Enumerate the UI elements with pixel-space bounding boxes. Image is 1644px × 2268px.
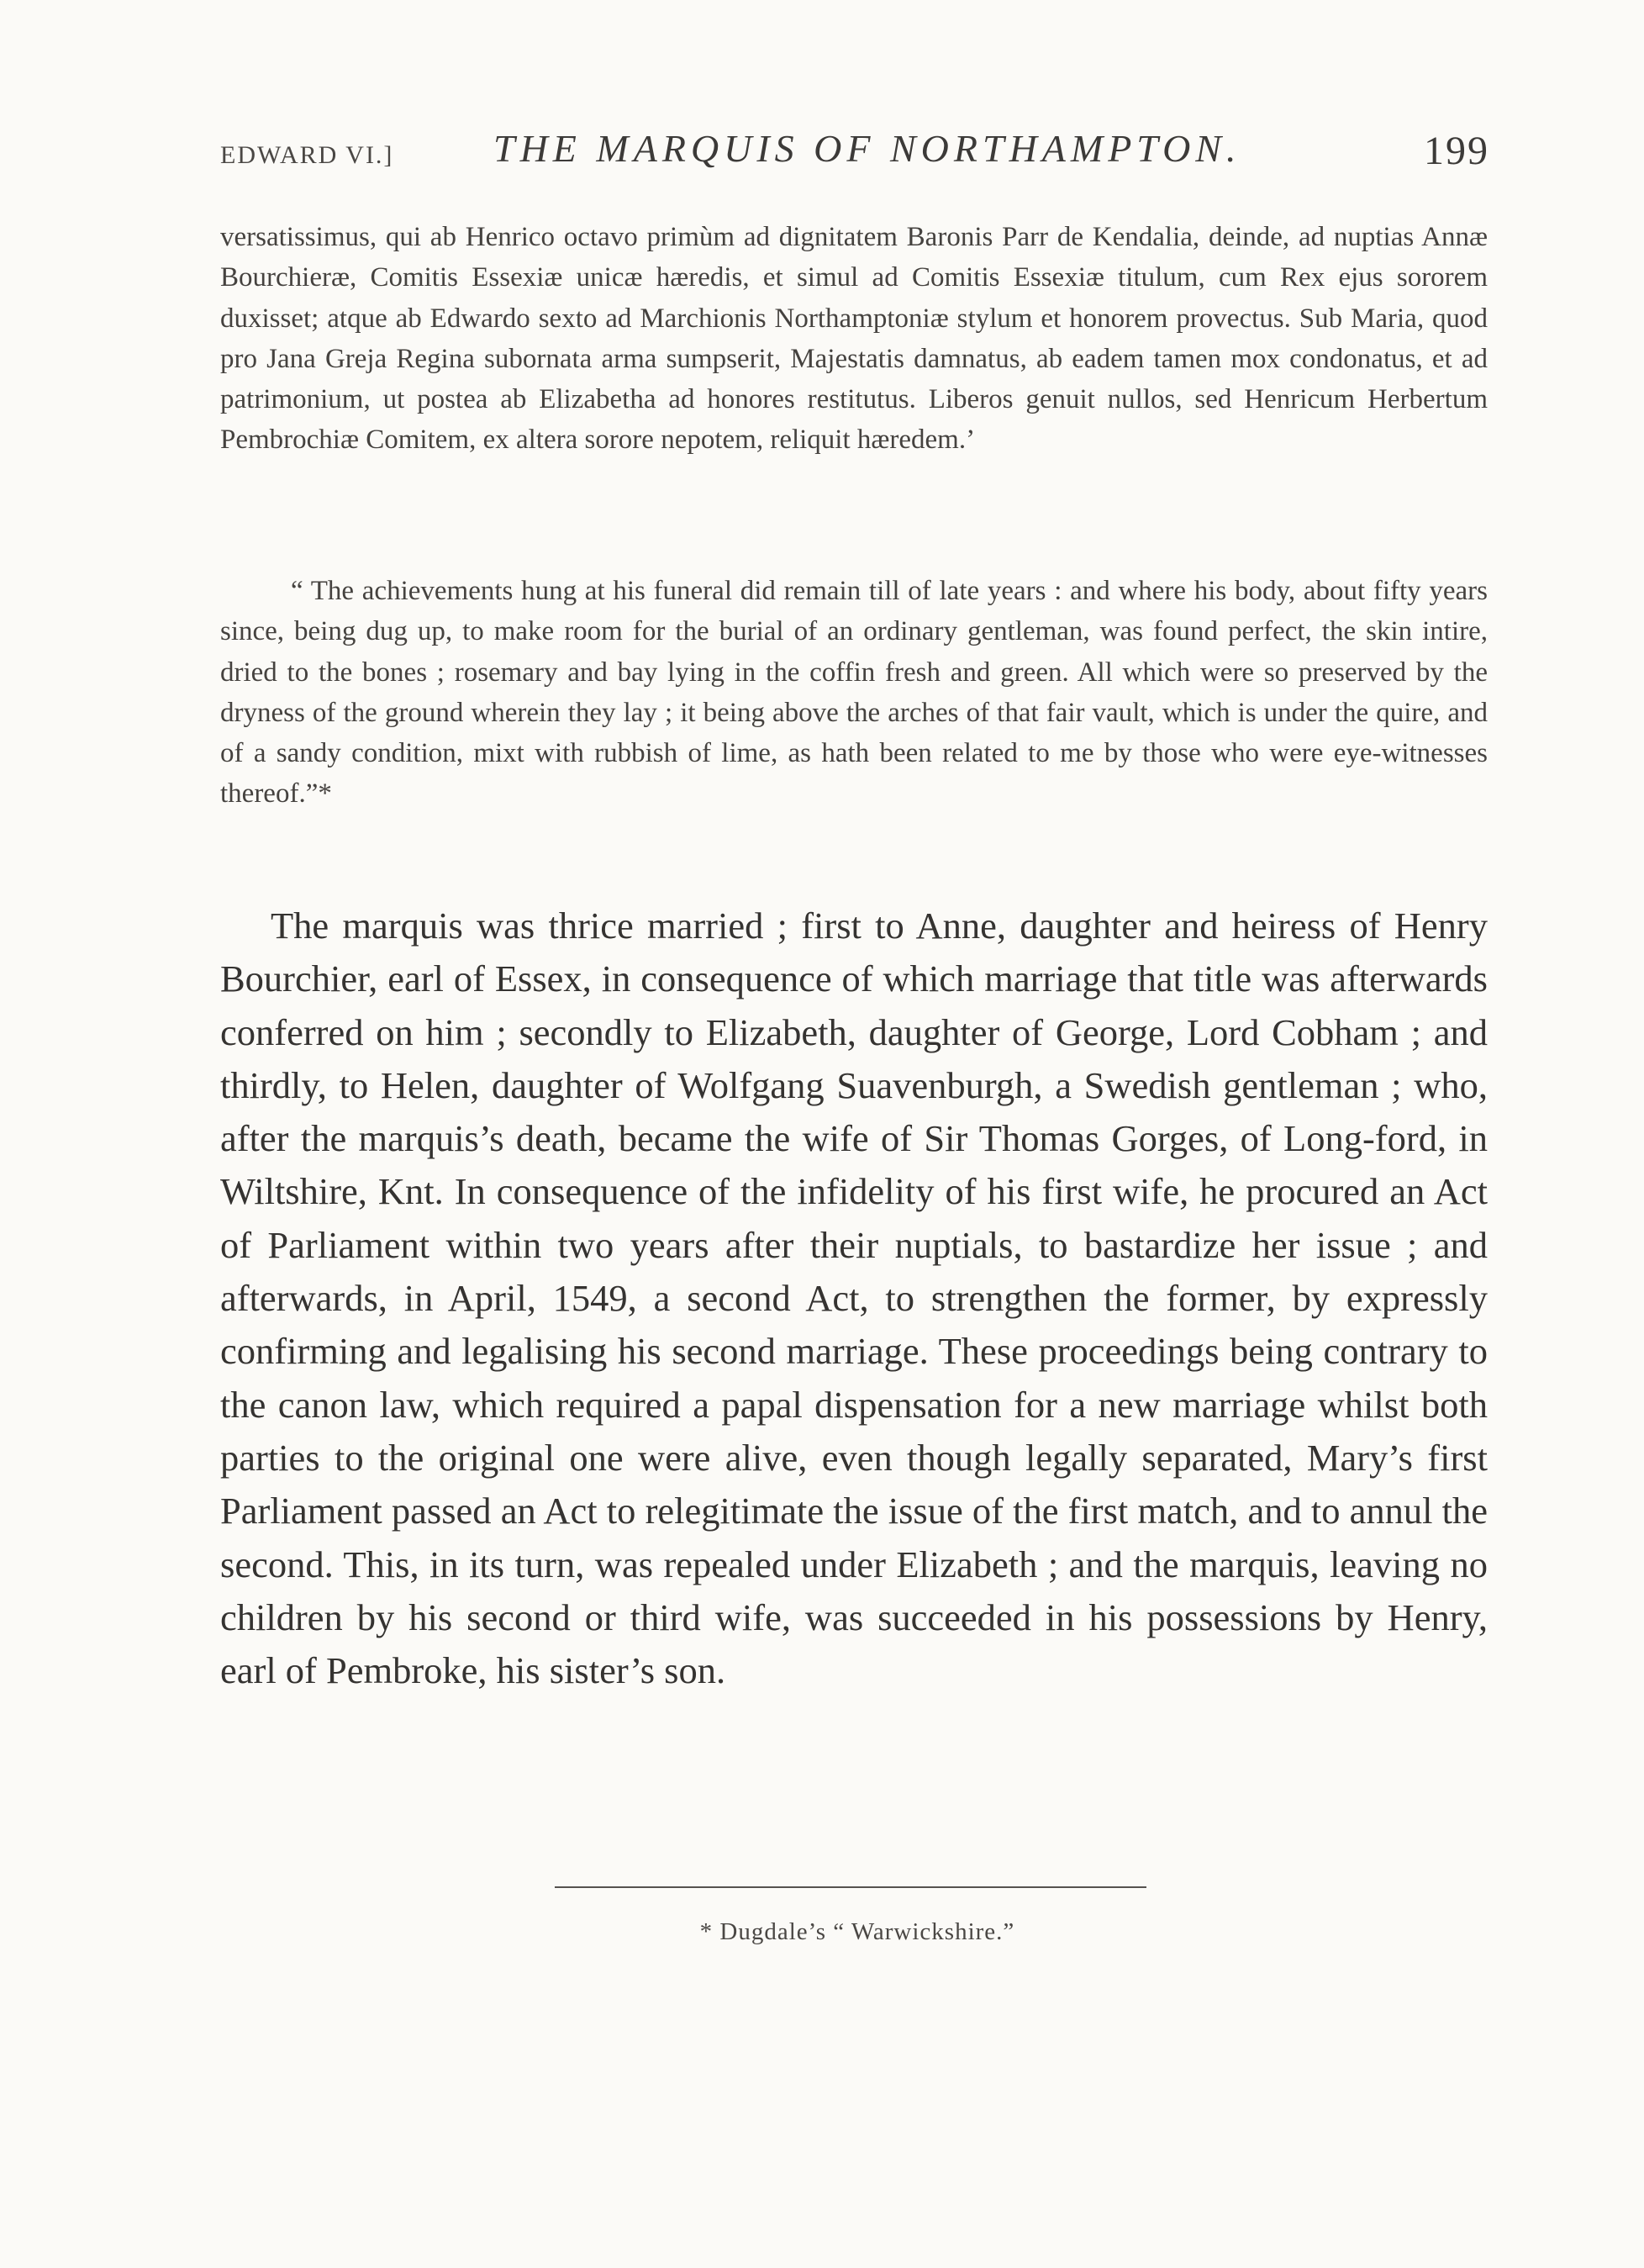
header-title: THE MARQUIS OF NORTHAMPTON.: [493, 127, 1241, 170]
footnote: * Dugdale’s “ Warwickshire.”: [699, 1918, 1015, 1945]
header-section: EDWARD VI.]: [220, 141, 394, 169]
quoted-paragraph: “ The achievements hung at his funeral did remain till of late years : and where his body, about fifty years since, being dug up, to make room for the burial of an ordinary gentleman, was found perfect, the skin intire, dried to the bones ; rosemary and bay lying in the coffin fresh and green. All which were so preserved by the dryness of the ground wherein they lay ; it being above the arches of that fair vault, which is under the quire, and of a sandy condition, mixt with rubbish of lime, as hath been related to me by those who were eye-witnesses thereof.”*: [220, 576, 1488, 810]
footnote-divider: [555, 1886, 1146, 1888]
main-paragraph: The marquis was thrice married ; first to Anne, daughter and heiress of Henry Bourchier, earl of Essex, in consequence of which marriage that title was afterwards conferred on him ; secondly to Elizabeth, daughter of George, Lord Cobham ; and thirdly, to Helen, daughter of Wolfgang Suavenburgh, a Swedish gentleman ; who, after the marquis’s death, became the wife of Sir Thomas Gorges, of Long-ford, in Wiltshire, Knt. In consequence of the infidelity of his first wife, he procured an Act of Parliament within two years after their nuptials, to bastardize her issue ; and afterwards, in April, 1549, a second Act, to strengthen the former, by expressly confirming and legalising his second marriage. These proceedings being contrary to the canon law, which required a papal dispensation for a new marriage whilst both parties to the original one were alive, even though legally separated, Mary’s first Parliament passed an Act to relegitimate the issue of the first match, and to annul the second. This, in its turn, was repealed under Elizabeth ; and the marquis, leaving no children by his second or third wife, was succeeded in his possessions by Henry, earl of Pembroke, his sister’s son.: [220, 905, 1488, 1692]
running-header: [220, 126, 1489, 185]
latin-epitaph-paragraph: versatissimus, qui ab Henrico octavo primùm ad dignitatem Baronis Parr de Kendalia, deinde, ad nuptias Annæ Bourchieræ, Comitis Essexiæ unicæ hæredis, et simul ad Comitis Essexiæ titulum, cum Rex ejus sororem duxisset; atque ab Edwardo sexto ad Marchionis Northamptoniæ stylum et honorem provectus. Sub Maria, quod pro Jana Greja Regina subornata arma sumpserit, Majestatis damnatus, ab eadem tamen mox condonatus, et ad patrimonium, ut postea ab Elizabetha ad honores restitutus. Liberos genuit nullos, sed Henricum Herbertum Pembrochiæ Comitem, ex altera sorore nepotem, reliquit hæredem.’: [220, 222, 1488, 456]
page-number: 199: [1424, 129, 1489, 173]
